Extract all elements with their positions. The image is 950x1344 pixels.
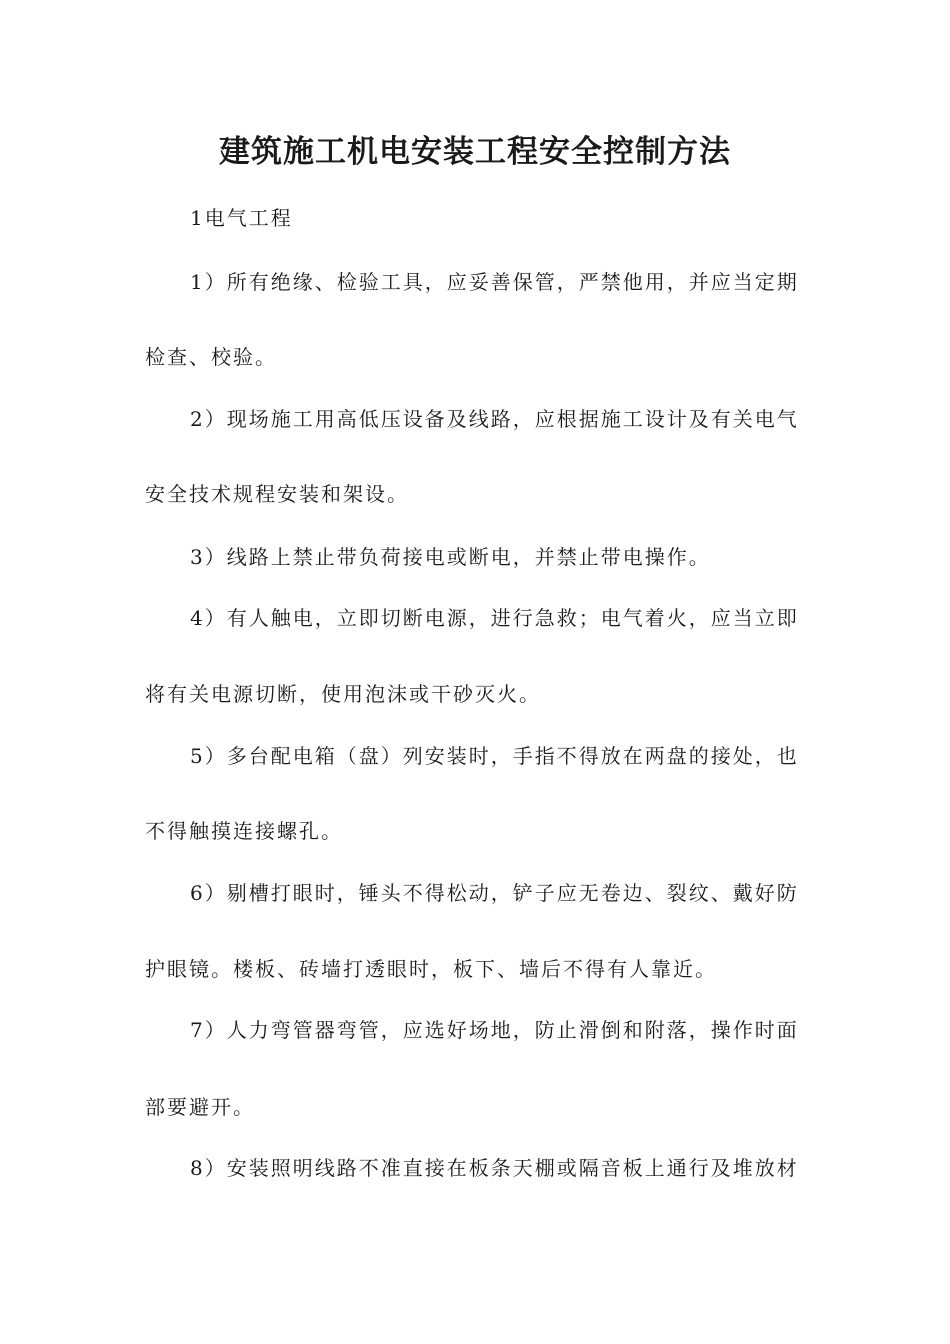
paragraph-3-line-1: 3）线路上禁止带负荷接电或断电，并禁止带电操作。 [190,545,711,569]
paragraph-2-line-2: 安全技术规程安装和架设。 [145,482,409,506]
paragraph-8-line-1: 8）安装照明线路不准直接在板条天棚或隔音板上通行及堆放材 [190,1156,799,1180]
paragraph-2-line-1: 2）现场施工用高低压设备及线路，应根据施工设计及有关电气 [190,407,799,431]
paragraph-1-line-1: 1）所有绝缘、检验工具，应妥善保管，严禁他用，并应当定期 [190,270,799,294]
document-title: 建筑施工机电安装工程安全控制方法 [219,134,731,170]
paragraph-1-line-2: 检查、校验。 [145,345,277,369]
paragraph-7-line-1: 7）人力弯管器弯管，应选好场地，防止滑倒和附落，操作时面 [190,1018,799,1042]
paragraph-4-line-2: 将有关电源切断，使用泡沫或干砂灭火。 [145,682,541,706]
paragraph-5-line-2: 不得触摸连接螺孔。 [145,819,343,843]
paragraph-6-line-1: 6）剔槽打眼时，锤头不得松动，铲子应无卷边、裂纹、戴好防 [190,881,799,905]
paragraph-4-line-1: 4）有人触电，立即切断电源，进行急救；电气着火，应当立即 [190,606,799,630]
paragraph-5-line-1: 5）多台配电箱（盘）列安装时，手指不得放在两盘的接处，也 [190,744,799,768]
paragraph-7-line-2: 部要避开。 [145,1095,255,1119]
paragraph-6-line-2: 护眼镜。楼板、砖墙打透眼时，板下、墙后不得有人靠近。 [145,957,717,981]
section-heading: 1电气工程 [190,206,293,230]
